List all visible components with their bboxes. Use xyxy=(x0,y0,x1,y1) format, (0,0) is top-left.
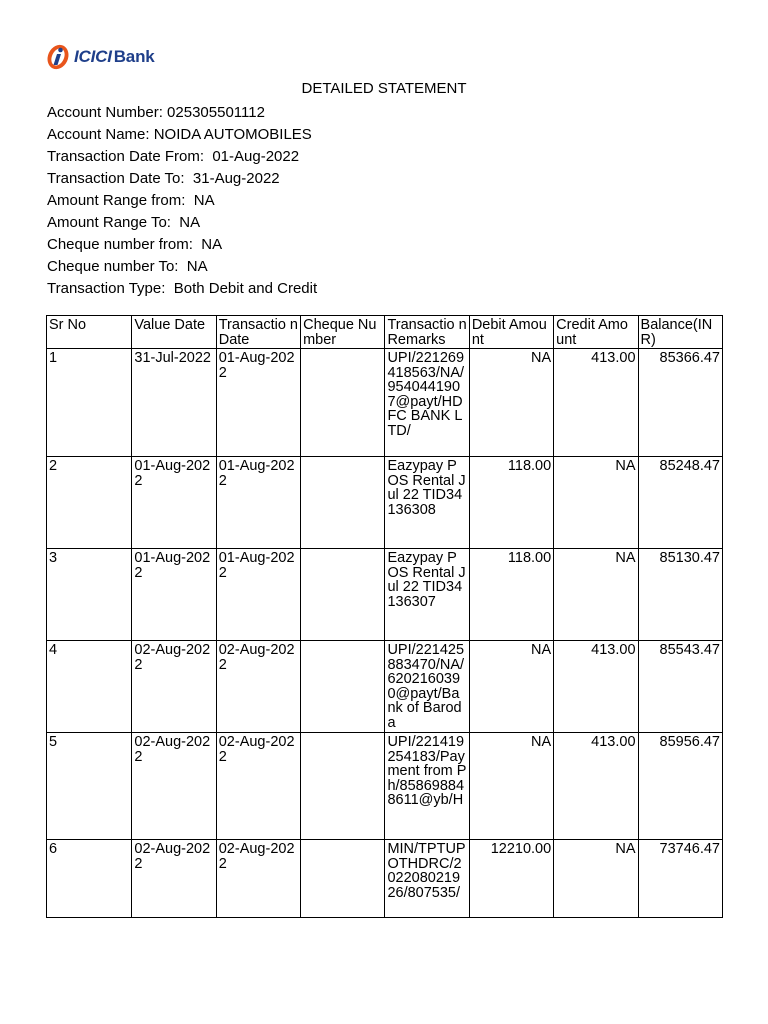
cell-transaction-date: 02-Aug-2022 xyxy=(216,733,300,840)
cell-sr-no: 5 xyxy=(47,733,132,840)
cell-value-date: 02-Aug-2022 xyxy=(132,840,216,918)
cell-credit: NA xyxy=(554,457,638,549)
cell-balance: 85130.47 xyxy=(638,549,722,641)
cell-balance: 73746.47 xyxy=(638,840,722,918)
amount-range-to: Amount Range To: NA xyxy=(47,214,201,231)
header-credit: Credit Amount xyxy=(554,316,638,349)
cell-remarks: Eazypay POS Rental Jul 22 TID34136308 xyxy=(385,457,469,549)
cell-remarks: Eazypay POS Rental Jul 22 TID34136307 xyxy=(385,549,469,641)
cell-transaction-date: 01-Aug-2022 xyxy=(216,549,300,641)
cheque-number-to: Cheque number To: NA xyxy=(47,258,208,275)
transaction-date-to: Transaction Date To: 31-Aug-2022 xyxy=(47,170,280,187)
cell-sr-no: 6 xyxy=(47,840,132,918)
cell-remarks: UPI/221269418563/NA/9540441907@payt/HDFC BANK LTD/ xyxy=(385,349,469,457)
transaction-date-from: Transaction Date From: 01-Aug-2022 xyxy=(47,148,300,165)
cell-remarks: UPI/221419254183/Payment from Ph/858698848611@yb/H xyxy=(385,733,469,840)
transaction-type: Transaction Type: Both Debit and Credit xyxy=(47,280,318,297)
cell-cheque-number xyxy=(301,733,385,840)
cell-balance: 85543.47 xyxy=(638,641,722,733)
cell-credit: 413.00 xyxy=(554,641,638,733)
cell-sr-no: 4 xyxy=(47,641,132,733)
cell-sr-no: 3 xyxy=(47,549,132,641)
cell-transaction-date: 02-Aug-2022 xyxy=(216,641,300,733)
header-balance: Balance(IN R) xyxy=(638,316,722,349)
cell-balance: 85366.47 xyxy=(638,349,722,457)
bank-wordmark: ICICI Bank xyxy=(74,47,155,66)
amount-range-from: Amount Range from: NA xyxy=(47,192,215,209)
cell-balance: 85956.47 xyxy=(638,733,722,840)
cell-credit: 413.00 xyxy=(554,349,638,457)
cell-transaction-date: 02-Aug-2022 xyxy=(216,840,300,918)
cell-debit: NA xyxy=(469,641,553,733)
table-row xyxy=(47,549,723,641)
table-row xyxy=(47,840,723,918)
table-header-row xyxy=(47,316,723,349)
cell-cheque-number xyxy=(301,641,385,733)
cell-debit: NA xyxy=(469,349,553,457)
cell-sr-no: 2 xyxy=(47,457,132,549)
cell-sr-no: 1 xyxy=(47,349,132,457)
header-cheque-number: Cheque Number xyxy=(301,316,385,349)
table-row xyxy=(47,349,723,457)
table-row xyxy=(47,733,723,840)
cell-debit: 12210.00 xyxy=(469,840,553,918)
cell-transaction-date: 01-Aug-2022 xyxy=(216,457,300,549)
statement-table xyxy=(46,315,723,918)
cell-cheque-number xyxy=(301,549,385,641)
account-number: Account Number: 025305501112 xyxy=(47,104,265,121)
cell-transaction-date: 01-Aug-2022 xyxy=(216,349,300,457)
page-title: DETAILED STATEMENT xyxy=(301,80,467,97)
cell-remarks: UPI/221425883470/NA/6202160390@payt/Bank of Baroda xyxy=(385,641,469,733)
cell-value-date: 01-Aug-2022 xyxy=(132,549,216,641)
header-transaction-date: Transactio n Date xyxy=(216,316,300,349)
header-sr-no: Sr No xyxy=(47,316,132,349)
header-remarks: Transactio n Remarks xyxy=(385,316,469,349)
header-debit: Debit Amount xyxy=(469,316,553,349)
cell-debit: 118.00 xyxy=(469,549,553,641)
cell-value-date: 02-Aug-2022 xyxy=(132,641,216,733)
table-row xyxy=(47,457,723,549)
cell-value-date: 31-Jul-2022 xyxy=(132,349,216,457)
account-info-block xyxy=(47,102,317,300)
cheque-number-from: Cheque number from: NA xyxy=(47,236,223,253)
cell-value-date: 02-Aug-2022 xyxy=(132,733,216,840)
cell-cheque-number xyxy=(301,457,385,549)
cell-debit: NA xyxy=(469,733,553,840)
cell-debit: 118.00 xyxy=(469,457,553,549)
cell-balance: 85248.47 xyxy=(638,457,722,549)
cell-cheque-number xyxy=(301,840,385,918)
cell-credit: NA xyxy=(554,840,638,918)
cell-credit: NA xyxy=(554,549,638,641)
account-name: Account Name: NOIDA AUTOMOBILES xyxy=(47,126,312,143)
table-row xyxy=(47,641,723,733)
cell-remarks: MIN/TPTUPOTHDRC/202208021926/807535/ xyxy=(385,840,469,918)
bank-logo xyxy=(44,42,155,72)
cell-cheque-number xyxy=(301,349,385,457)
cell-credit: 413.00 xyxy=(554,733,638,840)
icici-emblem-icon xyxy=(44,43,72,71)
cell-value-date: 01-Aug-2022 xyxy=(132,457,216,549)
header-value-date: Value Date xyxy=(132,316,216,349)
